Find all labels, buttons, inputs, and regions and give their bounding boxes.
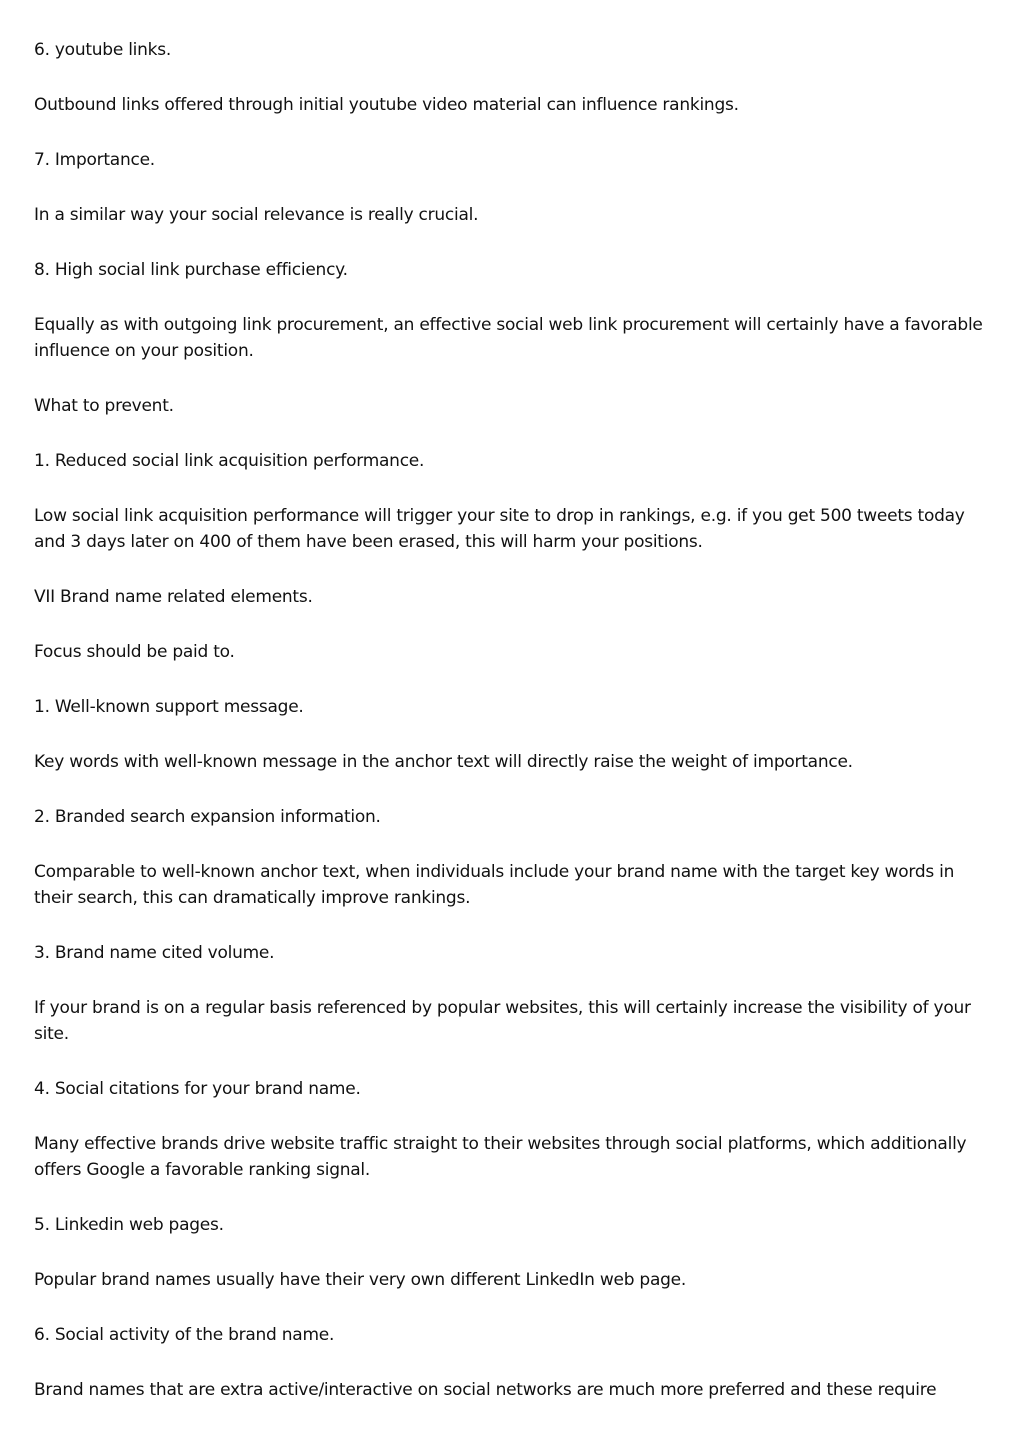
body-paragraph: Many effective brands drive website traffic straight to their websites through social platforms, which additionally offers Google a favorable ranking signal. — [34, 1134, 967, 1180]
document-page — [34, 37, 994, 1432]
body-paragraph: In a similar way your social relevance is really crucial. — [34, 205, 479, 225]
body-paragraph: Outbound links offered through initial youtube video material can influence rankings. — [34, 95, 739, 115]
section-heading: 4. Social citations for your brand name. — [34, 1079, 361, 1099]
section-heading: What to prevent. — [34, 396, 174, 416]
section-heading: 7. Importance. — [34, 150, 155, 170]
body-paragraph: Equally as with outgoing link procurement, an effective social web link procurement will certainly have a favorable influence on your position. — [34, 315, 983, 361]
body-paragraph: Comparable to well-known anchor text, when individuals include your brand name with the target key words in their search, this can dramatically improve rankings. — [34, 862, 955, 908]
section-heading: VII Brand name related elements. — [34, 587, 313, 607]
section-heading: 1. Well-known support message. — [34, 697, 304, 717]
body-paragraph: Brand names that are extra active/interactive on social networks are much more preferred and these require — [34, 1380, 937, 1400]
body-paragraph: Low social link acquisition performance will trigger your site to drop in rankings, e.g. if you get 500 tweets today and 3 days later on 400 of them have been erased, this will harm your positions. — [34, 506, 965, 552]
body-paragraph: Popular brand names usually have their very own different LinkedIn web page. — [34, 1270, 687, 1290]
body-paragraph: Key words with well-known message in the anchor text will directly raise the weight of importance. — [34, 752, 853, 772]
section-heading: 1. Reduced social link acquisition performance. — [34, 451, 425, 471]
body-paragraph: Focus should be paid to. — [34, 642, 235, 662]
section-heading: 8. High social link purchase efficiency. — [34, 260, 348, 280]
section-heading: 6. youtube links. — [34, 40, 172, 60]
section-heading: 2. Branded search expansion information. — [34, 807, 381, 827]
section-heading: 6. Social activity of the brand name. — [34, 1325, 335, 1345]
section-heading: 5. Linkedin web pages. — [34, 1215, 224, 1235]
section-heading: 3. Brand name cited volume. — [34, 943, 275, 963]
body-paragraph: If your brand is on a regular basis referenced by popular websites, this will certainly increase the visibility of your site. — [34, 998, 971, 1044]
